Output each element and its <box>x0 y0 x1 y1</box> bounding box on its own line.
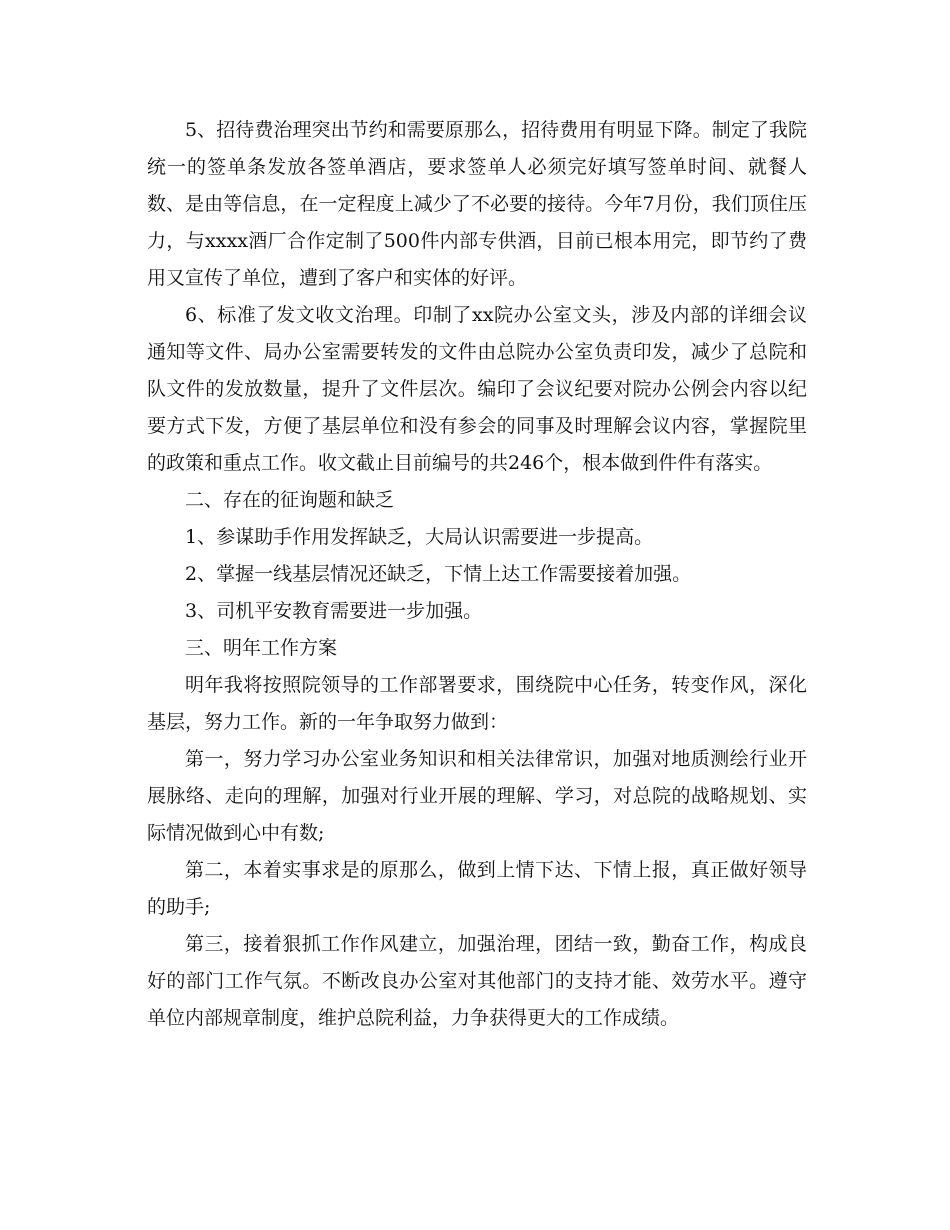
list-item-problem-3: 3、司机平安教育需要进一步加强。 <box>185 600 483 622</box>
list-item-problem-2: 2、掌握一线基层情况还缺乏，下情上达工作需要接着加强。 <box>185 563 692 585</box>
paragraph-plan-intro: 明年我将按照院领导的工作部署要求，围绕院中心任务，转变作风，深化基层，努力工作。新的一年争取努力做到： <box>147 674 807 733</box>
section-heading-problems: 二、存在的征询题和缺乏 <box>185 489 395 511</box>
list-item-problem-1: 1、参谋助手作用发挥缺乏，大局认识需要进一步提高。 <box>185 526 654 548</box>
paragraph-reception-expenses: 5、招待费治理突出节约和需要原那么，招待费用有明显下降。制定了我院统一的签单条发放各签单酒店，要求签单人必须完好填写签单时间、就餐人数、是由等信息，在一定程度上减少了不必要的接待。今年7月份，我们顶住压力，与xxxx酒厂合作定制了500件内部专供酒，目前已根本用完，即节约了费用又宣传了单位，遭到了客户和实体的好评。 <box>147 119 807 289</box>
paragraph-plan-first: 第一，努力学习办公室业务知识和相关法律常识，加强对地质测绘行业开展脉络、走向的理解，加强对行业开展的理解、学习，对总院的战略规划、实际情况做到心中有数; <box>147 748 807 844</box>
section-heading-next-year-plan: 三、明年工作方案 <box>185 637 338 659</box>
paragraph-plan-third: 第三，接着狠抓工作作风建立，加强治理，团结一致，勤奋工作，构成良好的部门工作气氛。不断改良办公室对其他部门的支持才能、效劳水平。遵守单位内部规章制度，维护总院利益，力争获得更大的工作成绩。 <box>147 933 807 1029</box>
paragraph-document-management: 6、标准了发文收文治理。印制了xx院办公室文头，涉及内部的详细会议通知等文件、局办公室需要转发的文件由总院办公室负责印发，减少了总院和队文件的发放数量，提升了文件层次。编印了会议纪要对院办公例会内容以纪要方式下发，方便了基层单位和没有参会的同事及时理解会议内容，掌握院里的政策和重点工作。收文截止目前编号的共246个，根本做到件件有落实。 <box>147 304 807 474</box>
document-body <box>147 112 807 1037</box>
paragraph-plan-second: 第二，本着实事求是的原那么，做到上情下达、下情上报，真正做好领导的助手; <box>147 859 807 918</box>
